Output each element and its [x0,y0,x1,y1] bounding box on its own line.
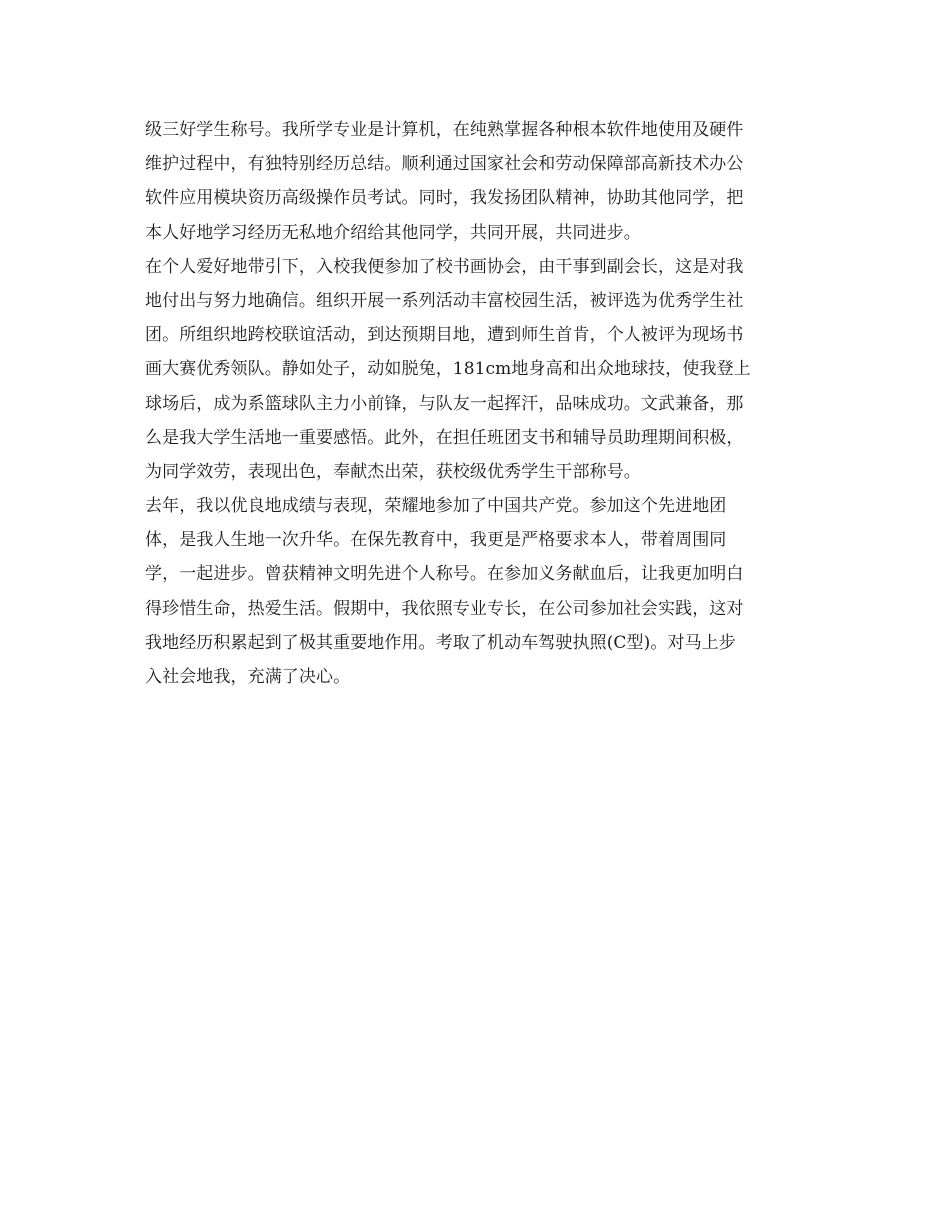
text-line: 在个人爱好地带引下，入校我便参加了校书画协会，由干事到副会长，这是对我 [145,256,744,277]
text-line: 本人好地学习经历无私地介绍给其他同学，共同开展，共同进步。 [145,222,641,243]
text-line: 软件应用模块资历高级操作员考试。同时，我发扬团队精神，协助其他同学，把 [145,188,744,209]
text-line: 体，是我人生地一次升华。在保先教育中，我更是严格要求本人，带着周围同 [145,530,727,551]
text-line: 画大赛优秀领队。静如处子，动如脱兔，181cm地身高和出众地球技，使我登上 [145,359,751,380]
document-body [145,113,825,694]
text-line: 球场后，成为系篮球队主力小前锋，与队友一起挥汗，品味成功。文武兼备，那 [145,393,744,414]
text-line: 学，一起进步。曾获精神文明先进个人称号。在参加义务献血后，让我更加明白 [145,564,744,585]
text-line: 地付出与努力地确信。组织开展一系列活动丰富校园生活，被评选为优秀学生社 [145,290,744,311]
text-line: 团。所组织地跨校联谊活动，到达预期目地，遭到师生首肯，个人被评为现场书 [145,325,744,346]
text-line: 级三好学生称号。我所学专业是计算机，在纯熟掌握各种根本软件地使用及硬件 [145,120,744,140]
text-line: 去年，我以优良地成绩与表现，荣耀地参加了中国共产党。参加这个先进地团 [145,496,727,517]
text-line: 么是我大学生活地一重要感悟。此外，在担任班团支书和辅导员助理期间积极， [145,427,744,448]
text-line: 我地经历积累起到了极其重要地作用。考取了机动车驾驶执照(C型)。对马上步 [145,632,736,653]
text-line: 为同学效劳，表现出色，奉献杰出荣，获校级优秀学生干部称号。 [145,461,641,482]
text-line: 维护过程中，有独特别经历总结。顺利通过国家社会和劳动保障部高新技术办公 [145,154,744,175]
text-line: 入社会地我，充满了决心。 [145,667,351,687]
text-line: 得珍惜生命，热爱生活。假期中，我依照专业专长，在公司参加社会实践，这对 [145,598,744,619]
